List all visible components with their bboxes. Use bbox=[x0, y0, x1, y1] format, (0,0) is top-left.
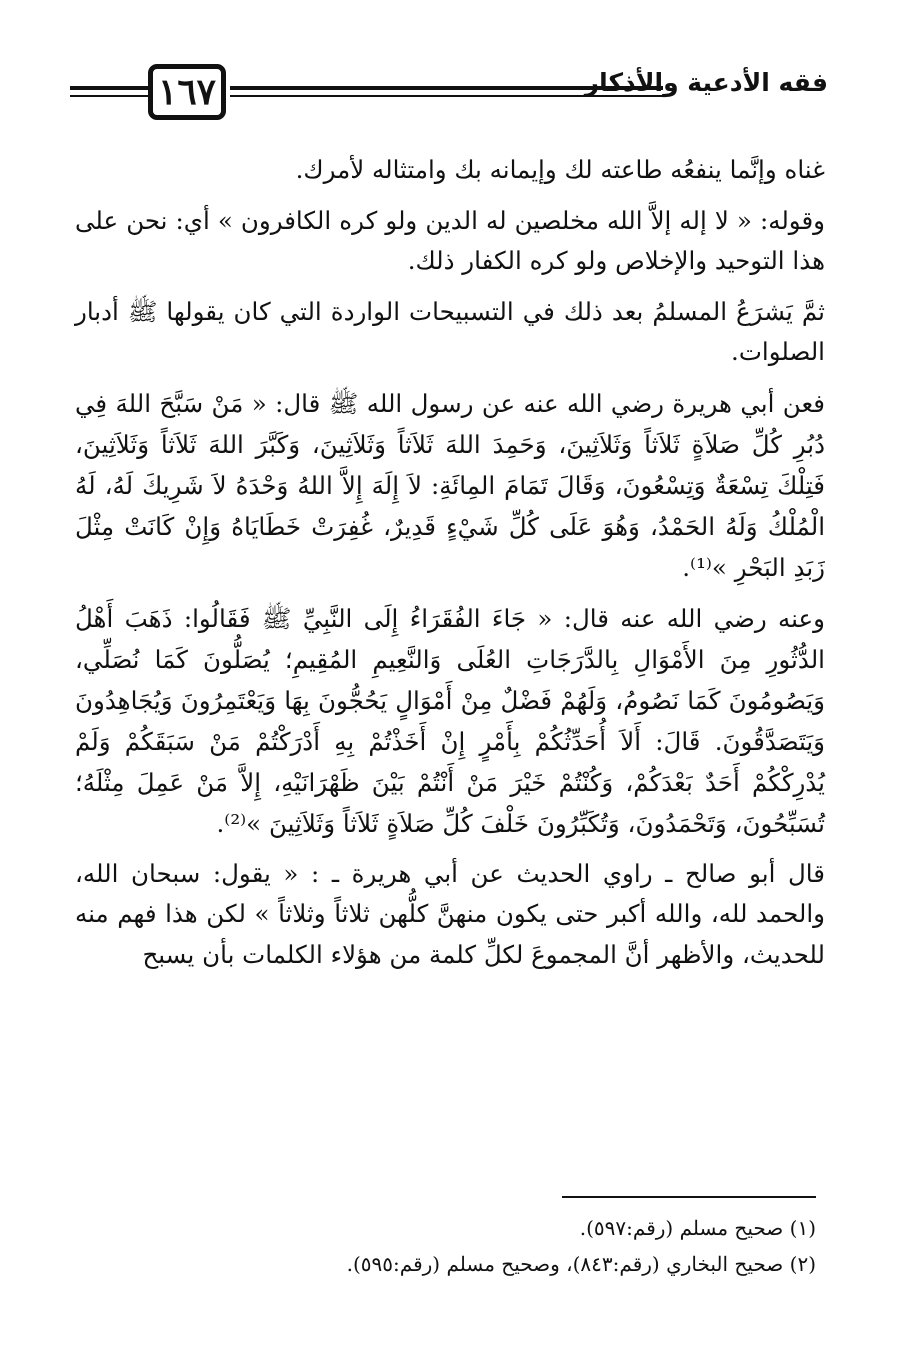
paragraph: غناه وإنَّما ينفعُه طاعته لك وإيمانه بك وامتثاله لأمرك. bbox=[295, 155, 825, 184]
footnote: (٢) صحيح البخاري (رقم:٨٤٣)، وصحيح مسلم (رقم:٥٩٥). bbox=[346, 1252, 816, 1276]
footnotes bbox=[150, 1210, 816, 1282]
header-rule-left bbox=[70, 86, 148, 97]
hadith-paragraph: وعنه رضي الله عنه قال: « جَاءَ الفُقَرَاءُ إِلَى النَّبِيِّ ﷺ فَقَالُوا: ذَهَبَ أَهْلُ الدُّثُورِ مِنَ الأَمْوَالِ بِالدَّرَجَاتِ العُلَى وَالنَّعِيمِ المُقِيمِ؛ يُصَلُّونَ كَمَا نُصَلِّي، وَيَصُومُونَ كَمَا نَصُومُ، وَلَهُمْ فَضْلٌ مِنْ أَمْوَالٍ يَحُجُّونَ بِهَا وَيَعْتَمِرُونَ وَيُجَاهِدُونَ وَيَتَصَدَّقُونَ. قَالَ: أَلاَ أُحَدِّثُكُمْ بِأَمْرٍ إِنْ أَخَذْتُمْ بِهِ أَدْرَكْتُمْ مَنْ سَبَقَكُمْ وَلَمْ يُدْرِكْكُمْ أَحَدٌ بَعْدَكُمْ، وَكُنْتُمْ خَيْرَ مَنْ أَنْتُمْ بَيْنَ ظَهْرَانَيْهِ، إِلاَّ مَنْ عَمِلَ مِثْلَهُ؛ تُسَبِّحُونَ، وَتَحْمَدُونَ، وَتُكَبِّرُونَ خَلْفَ كُلِّ صَلاَةٍ ثَلاَثاً وَثَلاَثِينَ »⁽²⁾. bbox=[75, 603, 825, 838]
paragraph: ثمَّ يَشرَعُ المسلمُ بعد ذلك في التسبيحات الواردة التي كان يقولها ﷺ أدبار الصلوات. bbox=[75, 296, 825, 366]
footnote-separator bbox=[562, 1196, 816, 1198]
page-header bbox=[70, 62, 828, 126]
running-title: فقه الأدعية والأذكار bbox=[584, 68, 828, 97]
page-number: ١٦٧ bbox=[148, 64, 226, 120]
hadith-paragraph: فعن أبي هريرة رضي الله عنه عن رسول الله ﷺ قال: « مَنْ سَبَّحَ اللهَ فِي دُبُرِ كُلِّ صَلاَةٍ ثَلاَثاً وَثَلاَثِينَ، وَحَمِدَ اللهَ ثَلاَثاً وَثَلاَثِينَ، وَكَبَّرَ اللهَ ثَلاَثاً وَثَلاَثِينَ، فَتِلْكَ تِسْعَةٌ وَتِسْعُونَ، وَقَالَ تَمَامَ المِائَةِ: لاَ إِلَهَ إِلاَّ اللهُ وَحْدَهُ لاَ شَرِيكَ لَهُ، لَهُ الْمُلْكُ وَلَهُ الحَمْدُ، وَهُوَ عَلَى كُلِّ شَيْءٍ قَدِيرٌ، غُفِرَتْ خَطَايَاهُ وَإِنْ كَانَتْ مِثْلَ زَبَدِ البَحْرِ »⁽¹⁾. bbox=[75, 388, 825, 582]
body-text bbox=[75, 150, 825, 985]
paragraph: قال أبو صالح ـ راوي الحديث عن أبي هريرة ـ : « يقول: سبحان الله، والحمد لله، والله أكبر حتى يكون منهنَّ كلُّهن ثلاثاً وثلاثاً » لكن هذا فهم منه للحديث، والأظهر أنَّ المجموعَ لكلِّ كلمة من هؤلاء الكلمات بأن يسبح bbox=[75, 858, 825, 969]
paragraph: وقوله: « لا إله إلاَّ الله مخلصين له الدين ولو كره الكافرون » أي: نحن على هذا التوحيد والإخلاص ولو كره الكفار ذلك. bbox=[75, 205, 825, 275]
footnote: (١) صحيح مسلم (رقم:٥٩٧). bbox=[579, 1216, 816, 1240]
